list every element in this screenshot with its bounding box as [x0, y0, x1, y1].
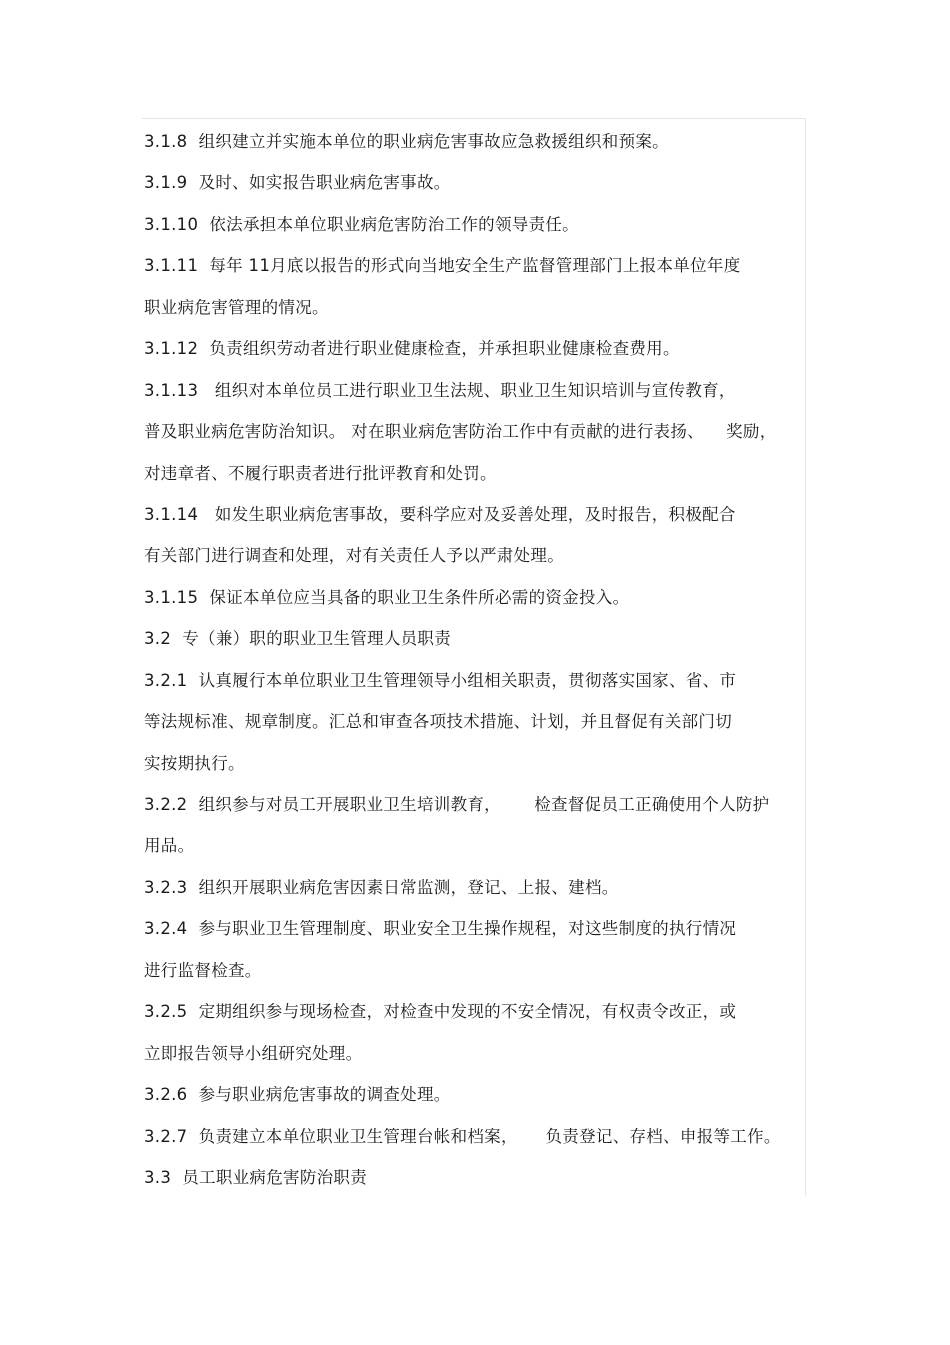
- text-line: 3.1.14 如发生职业病危害事故，要科学应对及妥善处理，及时报告，积极配合: [144, 504, 736, 524]
- section-heading: 3.3 员工职业病危害防治职责: [144, 1167, 368, 1187]
- document-body: [144, 121, 806, 1198]
- text-line: 3.1.10 依法承担本单位职业病危害防治工作的领导责任。: [144, 214, 579, 234]
- text-line: 3.1.12 负责组织劳动者进行职业健康检查，并承担职业健康检查费用。: [144, 339, 680, 359]
- text-line: 等法规标准、规章制度。汇总和审查各项技术措施、计划，并且督促有关部门切: [144, 712, 732, 732]
- text-line: 3.2.5 定期组织参与现场检查，对检查中发现的不安全情况，有权责令改正，或: [144, 1002, 737, 1022]
- text-line: 用品。: [144, 836, 195, 856]
- text-line: 职业病危害管理的情况。: [144, 297, 329, 317]
- text-line: 立即报告领导小组研究处理。: [144, 1043, 363, 1063]
- text-line: 进行监督检查。: [144, 960, 262, 980]
- text-line: 有关部门进行调查和处理，对有关责任人予以严肃处理。: [144, 546, 564, 566]
- section-heading: 3.2 专（兼）职的职业卫生管理人员职责: [144, 629, 452, 649]
- text-line: 3.1.8 组织建立并实施本单位的职业病危害事故应急救援组织和预案。: [144, 132, 669, 151]
- text-line: 实按期执行。: [144, 753, 245, 773]
- text-line: 3.2.2 组织参与对员工开展职业卫生培训教育， 检查督促员工正确使用个人防护: [144, 795, 770, 814]
- text-line: 3.1.13 组织对本单位员工进行职业卫生法规、职业卫生知识培训与宣传教育，: [144, 380, 736, 400]
- text-line: 3.2.4 参与职业卫生管理制度、职业安全卫生操作规程，对这些制度的执行情况: [144, 919, 737, 939]
- text-line: 3.2.7 负责建立本单位职业卫生管理台帐和档案， 负责登记、存档、申报等工作。: [144, 1126, 781, 1146]
- text-line: 3.1.11 每年 11月底以报告的形式向当地安全生产监督管理部门上报本单位年度: [144, 256, 741, 276]
- text-line: 普及职业病危害防治知识。 对在职业病危害防治工作中有贡献的进行表扬、 奖励，: [144, 422, 777, 442]
- text-line: 3.2.1 认真履行本单位职业卫生管理领导小组相关职责，贯彻落实国家、省、市: [144, 670, 737, 690]
- text-line: 3.1.9 及时、如实报告职业病危害事故。: [144, 173, 451, 193]
- text-line: 3.1.15 保证本单位应当具备的职业卫生条件所必需的资金投入。: [144, 587, 630, 607]
- text-line: 对违章者、不履行职责者进行批评教育和处罚。: [144, 463, 497, 483]
- text-line: 3.2.3 组织开展职业病危害因素日常监测，登记、上报、建档。: [144, 877, 619, 897]
- text-line: 3.2.6 参与职业病危害事故的调查处理。: [144, 1085, 451, 1105]
